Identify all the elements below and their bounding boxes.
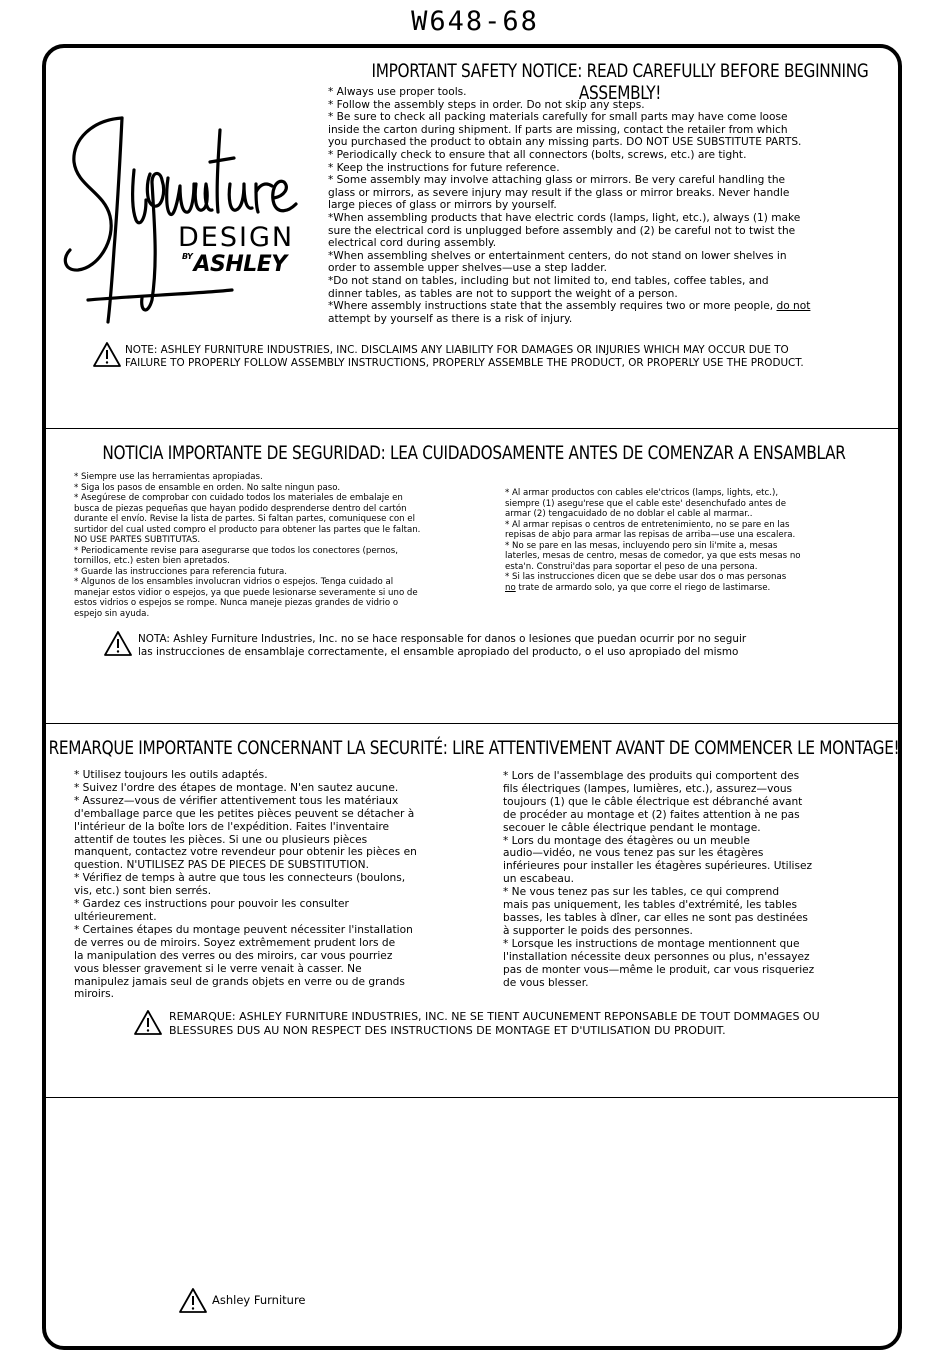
- spanish-disclaimer: NOTA: Ashley Furniture Industries, Inc. no se hace responsable for danos o lesiones que puedan ocurrir por no seguir las instrucciones de ensamblaje correctamente, el ensamble apropiado del producto, o el uso apropiado del mismo: [138, 633, 747, 658]
- footer-brand-label: Ashley Furniture: [212, 1293, 306, 1307]
- english-heading: IMPORTANT SAFETY NOTICE: READ CAREFULLY BEFORE BEGINNING ASSEMBLY!: [371, 60, 869, 105]
- french-heading: REMARQUE IMPORTANTE CONCERNANT LA SECURITÉ: LIRE ATTENTIVEMENT AVANT DE COMMENCER LE MONTAGE!: [48, 737, 900, 760]
- french-instructions-left: * Utilisez toujours les outils adaptés. * Suivez l'ordre des étapes de montage. N'en sautez aucune. * Assurez—vous de vérifier attentivement tous les matériaux d'emballage parce que les petites pièces peuvent se détacher à l'intérieur de la boîte lors de l'expédition. Faites l'inventaire attentif de toutes les pièces. Si une ou plusieurs pièces manquent, contactez votre revendeur pour obtenir les pièces en question. N'UTILISEZ PAS DE PIECES DE SUBSTITUTION. * Vérifiez de temps à autre que tous les connecteurs (boulons, vis, etc.) sont bien serrés. * Gardez ces instructions pour pouvoir les consulter ultérieurement. * Certaines étapes du montage peuvent nécessiter l'installation de verres ou de miroirs. Soyez extrêmement prudent lors de la manipulation des verres ou des miroirs, car vous pourriez vous blesser gravement si le verre venait à casser. Ne manipulez jamais seul de grands objets en verre ou de grands miroirs.: [74, 769, 417, 1001]
- section-divider: [46, 428, 902, 429]
- french-instructions-right: * Lors de l'assemblage des produits qui comportent des fils électriques (lampes, lumières, etc.), assurez—vous toujours (1) que le câble électrique est débranché avant de procéder au montage et (2) faites attention à ne pas secouer le câble électrique pendant le montage. * Lors du montage des étagères ou un meuble audio—vidéo, ne vous tenez pas sur les étagères inférieures pour installer les étagères supérieures. Utilisez un escabeau. * Ne vous tenez pas sur les tables, ce qui comprend mais pas uniquement, les tables d'extrémité, les tables basses, les tables à dîner, car elles ne sont pas destinées à supporter le poids des personnes. * Lorsque les instructions de montage mentionnent que l'installation nécessite deux personnes ou plus, n'essayez pas de monter vous—même le produit, car vous risqueriez de vous blesser.: [503, 770, 815, 989]
- spanish-instructions-right: * Al armar productos con cables ele'ctricos (lamps, lights, etc.), siempre (1) asegu'rese que el cable este' desenchufado antes de armar (2) tengacuidado de no doblar el cable al marmar.. * Al armar repisas o centros de entretenimiento, no se pare en las repisas de abjo para armar las repisas de arriba—use una escalera. * No se pare en las mesas, incluyendo pero sin li'mite a, mesas laterles, mesas de centro, mesas de comedor, ya que ests mesas no esta'n. Construi'das para soportar el peso de una persona. * Si las instrucciones dicen que se debe usar dos o mas personas no trate de armardo solo, ya que corre el riego de lastimarse.: [505, 488, 801, 593]
- section-divider: [46, 723, 902, 724]
- warning-icon: [92, 341, 122, 368]
- logo-design-text: DESIGN: [178, 222, 295, 253]
- spanish-instructions-left: * Siempre use las herramientas apropiadas. * Siga los pasos de ensamble en orden. No salte ningun paso. * Asegúrese de comprobar con cuidado todos los materiales de embalaje en busca de piezas pequeñas que hayan podido desprenderse dentro del cartón durante el envío. Revise la lista de partes. Si faltan partes, comuniquese con el surtidor del cual usted compro el producto para obtener las partes que le faltan. NO USE PARTES SUBTITUTAS. * Periodicamente revise para asegurarse que todos los conectores (pernos, tornillos, etc.) esten bien apretados. * Guarde las instrucciones para referencia futura. * Algunos de los ensambles involucran vidrios o espejos. Tenga cuidado al manejar estos vidior o espejos, ya que puede lesionarse severamente si uno de estos vidrios o espejos se rompe. Nunca maneje piezas grandes de vidrio o espejo sin ayuda.: [74, 472, 421, 619]
- logo-ashley-text: $^{BY}$ASHLEY: [182, 252, 287, 277]
- french-disclaimer: REMARQUE: ASHLEY FURNITURE INDUSTRIES, INC. NE SE TIENT AUCUNEMENT REPONSABLE DE TOUT DOMMAGES OU BLESSURES DUS AU NON RESPECT DES INSTRUCTIONS DE MONTAGE ET D'UTILISATION DU PRODUIT.: [169, 1010, 820, 1037]
- english-disclaimer: NOTE: ASHLEY FURNITURE INDUSTRIES, INC. DISCLAIMS ANY LIABILITY FOR DAMAGES OR INJURIES WHICH MAY OCCUR DUE TO FAILURE TO PROPERLY FOLLOW ASSEMBLY INSTRUCTIONS, PROPERLY ASSEMBLE THE PRODUCT, OR PROPERLY USE THE PRODUCT.: [125, 344, 804, 369]
- model-number: W648-68: [411, 6, 539, 37]
- section-divider: [46, 1097, 902, 1098]
- signature-script-mark: [62, 100, 302, 330]
- english-instructions: * Always use proper tools. * Follow the assembly steps in order. Do not skip any steps. * Be sure to check all packing materials carefully for small parts may have come loose inside the carton during shipment. If parts are missing, contact the retailer from which you purchased the product to obtain any missing parts. DO NOT USE SUBSTITUTE PARTS. * Periodically check to ensure that all connectors (bolts, screws, etc.) are tight. * Keep the instructions for future reference. * Some assembly may involve attaching glass or mirrors. Be very careful handling the glass or mirrors, as severe injury may result if the glass or mirror breaks. Never handle large pieces of glass or mirrors by yourself. *When assembling products that have electric cords (lamps, light, etc.), always (1) make sure the electrical cord is unplugged before assembly and (2) be careful not to twist the electrical cord during assembly. *When assembling shelves or entertainment centers, do not stand on lower shelves in order to assemble upper shelves—use a step ladder. *Do not stand on tables, including but not limited to, end tables, coffee tables, and dinner tables, as tables are not to support the weight of a person. *Where assembly instructions state that the assembly requires two or more people, do not attempt by yourself as there is a risk of injury.: [328, 86, 811, 325]
- warning-icon: [178, 1287, 208, 1314]
- warning-icon: [103, 630, 133, 657]
- warning-icon: [133, 1009, 163, 1036]
- spanish-heading: NOTICIA IMPORTANTE DE SEGURIDAD: LEA CUIDADOSAMENTE ANTES DE COMENZAR A ENSAMBLAR: [102, 442, 846, 465]
